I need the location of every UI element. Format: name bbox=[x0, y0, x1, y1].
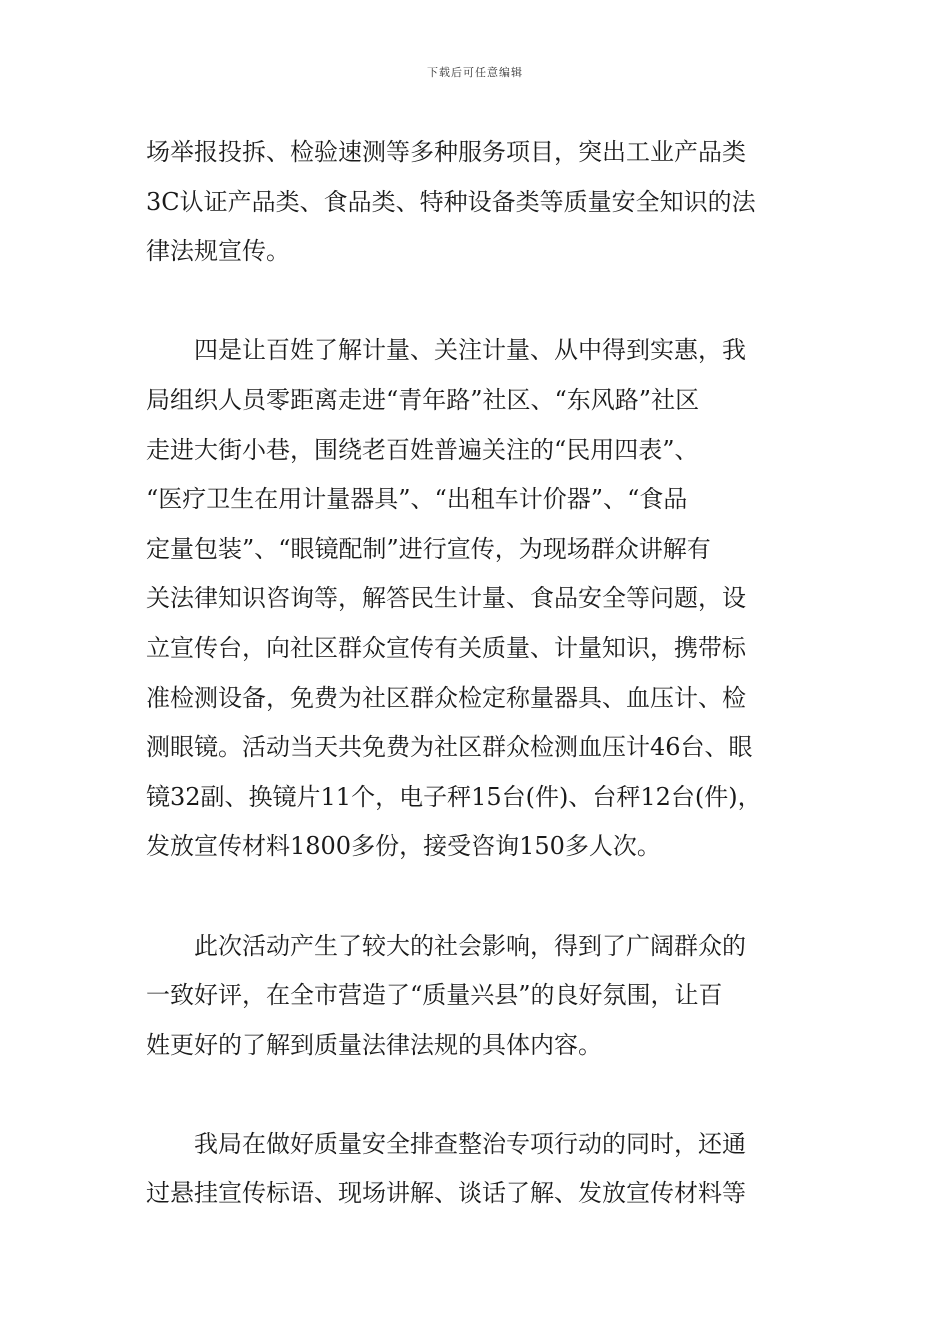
paragraph-line: 3C认证产品类、食品类、特种设备类等质量安全知识的法 bbox=[146, 187, 756, 216]
document-body bbox=[146, 128, 826, 1219]
paragraph-line: 姓更好的了解到质量法律法规的具体内容。 bbox=[146, 1030, 602, 1059]
paragraph-line: 立宣传台，向社区群众宣传有关质量、计量知识，携带标 bbox=[146, 633, 746, 662]
paragraph-line: 律法规宣传。 bbox=[146, 237, 290, 266]
paragraph-line: 场举报投拆、检验速测等多种服务项目，突出工业产品类 bbox=[146, 138, 746, 166]
page-header: 下载后可任意编辑 bbox=[427, 66, 523, 79]
paragraph-line: 定量包装”、“眼镜配制”进行宣传，为现场群众讲解有 bbox=[146, 534, 711, 563]
paragraph-line: 局组织人员零距离走进“青年路”社区、“东风路”社区 bbox=[146, 385, 700, 414]
paragraph-line: 测眼镜。活动当天共免费为社区群众检测血压计46台、眼 bbox=[146, 733, 753, 762]
paragraph-line: 四是让百姓了解计量、关注计量、从中得到实惠，我 bbox=[194, 336, 746, 365]
paragraph-line: 我局在做好质量安全排查整治专项行动的同时，还通 bbox=[194, 1129, 746, 1158]
paragraph-line: 过悬挂宣传标语、现场讲解、谈话了解、发放宣传材料等 bbox=[146, 1179, 746, 1208]
paragraph-line: 一致好评，在全市营造了“质量兴县”的良好氛围，让百 bbox=[146, 981, 723, 1010]
paragraph-4 bbox=[146, 1120, 826, 1219]
paragraph-line: “医疗卫生在用计量器具”、“出租车计价器”、“食品 bbox=[146, 485, 688, 514]
paragraph-line: 走进大街小巷，围绕老百姓普遍关注的“民用四表”、 bbox=[146, 435, 699, 464]
paragraph-line: 此次活动产生了较大的社会影响，得到了广阔群众的 bbox=[194, 931, 746, 960]
paragraph-3 bbox=[146, 922, 826, 1071]
paragraph-line: 关法律知识咨询等，解答民生计量、食品安全等问题，设 bbox=[146, 584, 746, 613]
paragraph-line: 准检测设备，免费为社区群众检定称量器具、血压计、检 bbox=[146, 683, 746, 712]
paragraph-2 bbox=[146, 326, 826, 872]
paragraph-line: 发放宣传材料1800多份，接受咨询150多人次。 bbox=[146, 832, 661, 861]
paragraph-1 bbox=[146, 128, 826, 277]
paragraph-line: 镜32副、换镜片11个，电子秤15台(件)、台秤12台(件)， bbox=[146, 782, 762, 811]
